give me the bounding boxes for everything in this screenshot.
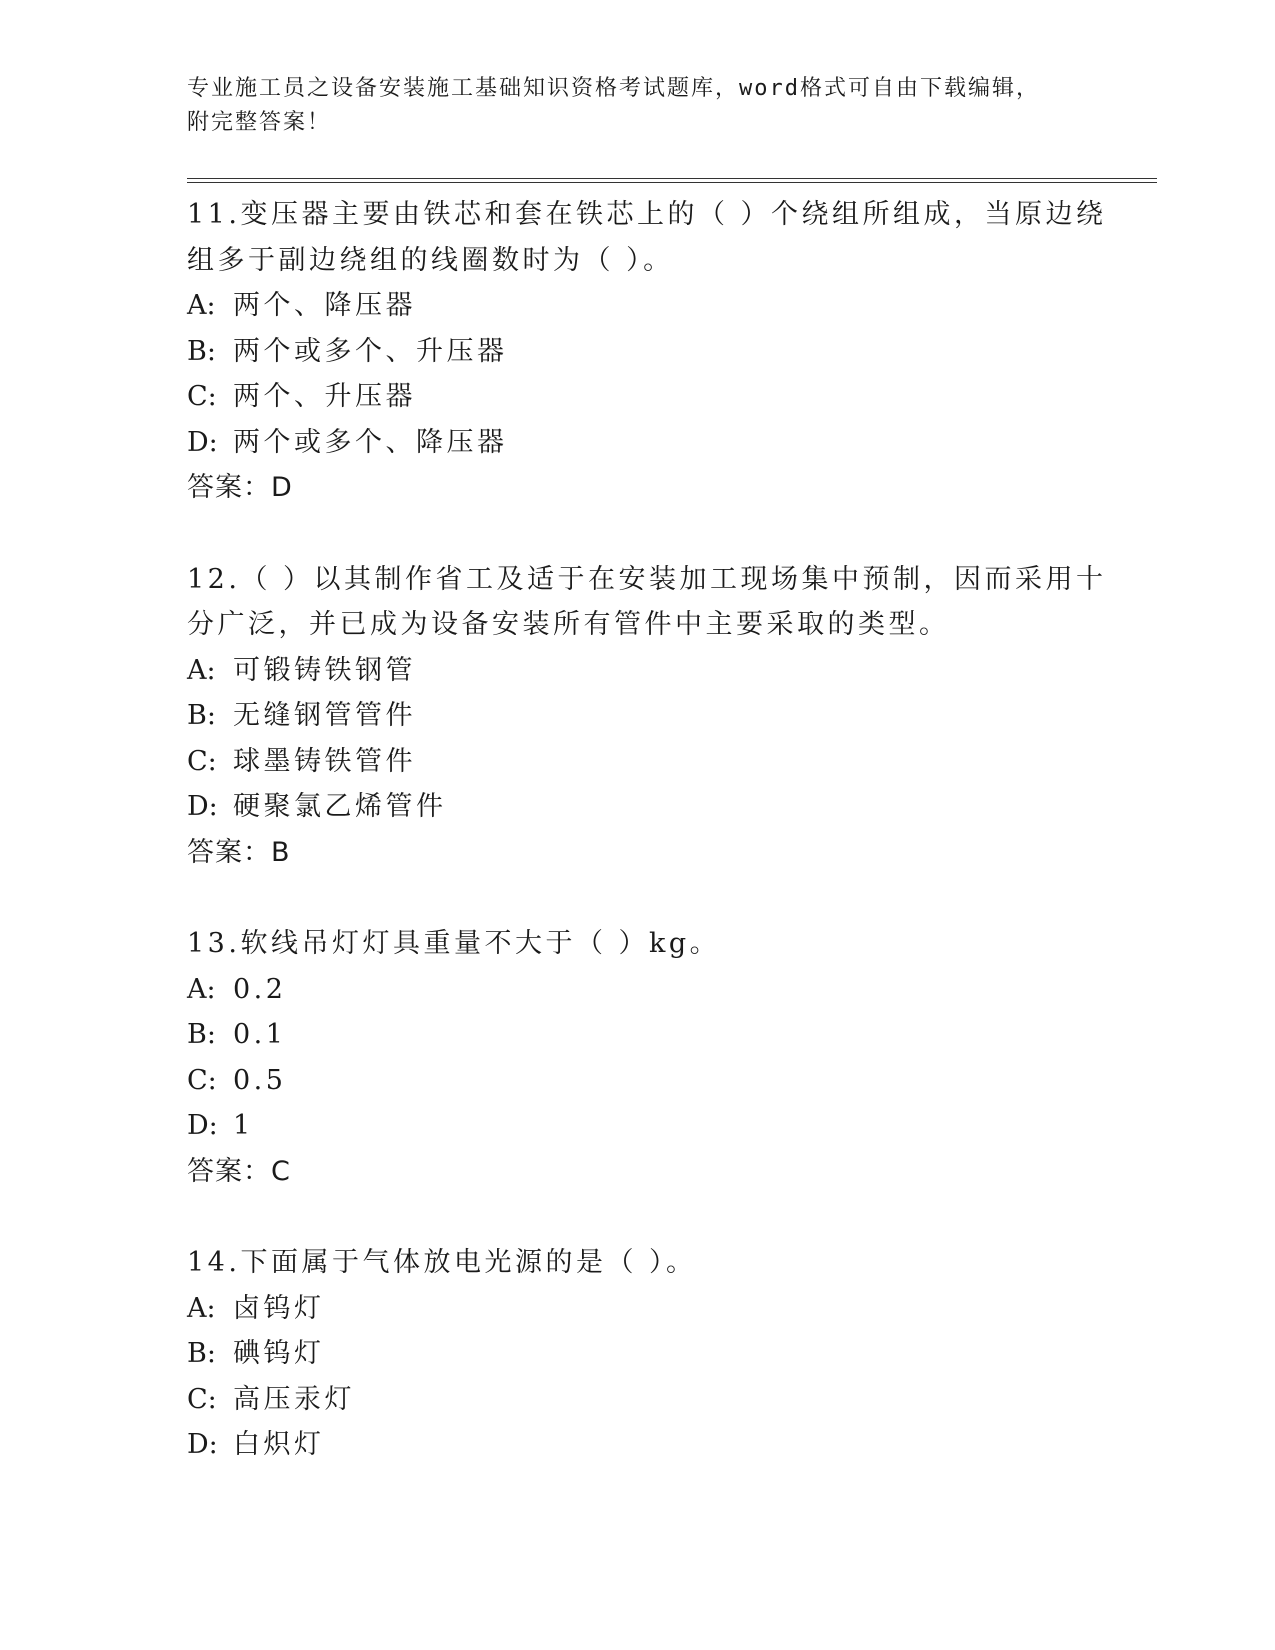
- header-line-2: 附完整答案！: [187, 110, 332, 135]
- question-12: [187, 557, 1107, 876]
- option-key: A:: [187, 1292, 216, 1324]
- option-text: 两个或多个、升压器: [233, 335, 508, 367]
- option-text: 1: [233, 1110, 254, 1141]
- option-c: [187, 374, 1087, 420]
- header-line-1: 专业施工员之设备安装施工基础知识资格考试题库，word格式可自由下载编辑，: [187, 76, 1040, 101]
- option-key: C:: [187, 1064, 217, 1096]
- question-stem: [187, 921, 1087, 967]
- option-key: B:: [187, 700, 216, 731]
- option-d: [187, 420, 1087, 466]
- option-text: 可锻铸铁钢管: [233, 654, 416, 686]
- option-d: [187, 1422, 1087, 1468]
- question-stem-line-1: 12.（ ）以其制作省工及适于在安装加工现场集中预制，因而采用十: [187, 563, 1107, 595]
- question-14: [187, 1240, 1087, 1468]
- option-c: [187, 1377, 1087, 1423]
- question-stem: [187, 557, 1107, 648]
- option-text: 球墨铸铁管件: [233, 745, 416, 777]
- option-key: A:: [187, 290, 216, 321]
- option-key: B:: [187, 1338, 216, 1369]
- header-divider: [187, 178, 1157, 183]
- question-list: [187, 192, 1107, 1514]
- option-b: [187, 1012, 1087, 1058]
- option-text: 0.1: [233, 1019, 287, 1050]
- option-key: C:: [187, 1383, 217, 1415]
- option-key: A:: [187, 654, 216, 686]
- question-stem-line-1: 11.变压器主要由铁芯和套在铁芯上的（ ）个绕组所组成，当原边绕: [187, 199, 1107, 230]
- option-key: C:: [187, 381, 217, 412]
- option-key: D:: [187, 1429, 218, 1460]
- option-key: D:: [187, 791, 218, 822]
- option-text: 卤钨灯: [233, 1292, 325, 1324]
- question-11: [187, 192, 1107, 511]
- option-a: [187, 1286, 1087, 1332]
- question-stem: [187, 1240, 1087, 1286]
- document-page: [187, 0, 1157, 1650]
- question-stem: [187, 192, 1107, 283]
- option-b: [187, 693, 1087, 739]
- option-text: 两个或多个、降压器: [233, 426, 508, 458]
- option-text: 0.2: [233, 973, 287, 1005]
- option-text: 无缝钢管管件: [233, 700, 416, 731]
- option-text: 两个、升压器: [233, 381, 416, 412]
- option-key: B:: [187, 335, 216, 367]
- option-a: [187, 283, 1087, 329]
- option-b: [187, 1331, 1087, 1377]
- answer-label: 答案：C: [187, 1155, 291, 1187]
- option-key: B:: [187, 1019, 216, 1050]
- option-key: D:: [187, 1110, 218, 1141]
- option-key: A:: [187, 973, 216, 1005]
- option-text: 0.5: [233, 1064, 287, 1096]
- option-c: [187, 739, 1087, 785]
- option-text: 碘钨灯: [233, 1338, 325, 1369]
- option-d: [187, 784, 1087, 830]
- option-text: 两个、降压器: [233, 290, 416, 321]
- question-13: [187, 921, 1087, 1194]
- option-a: [187, 967, 1087, 1013]
- option-text: 硬聚氯乙烯管件: [233, 791, 447, 822]
- question-stem-line-1: 14.下面属于气体放电光源的是（ ）。: [187, 1247, 697, 1278]
- answer-label: 答案：B: [187, 836, 291, 868]
- document-header: [187, 72, 1067, 140]
- option-a: [187, 648, 1087, 694]
- option-key: D:: [187, 426, 218, 458]
- option-text: 白炽灯: [233, 1429, 325, 1460]
- option-key: C:: [187, 745, 217, 777]
- answer-label: 答案：D: [187, 472, 293, 503]
- option-d: [187, 1103, 1087, 1149]
- question-stem-line-2: 分广泛，并已成为设备安装所有管件中主要采取的类型。: [187, 609, 950, 640]
- option-b: [187, 329, 1087, 375]
- option-c: [187, 1058, 1087, 1104]
- question-stem-line-2: 组多于副边绕组的线圈数时为（ ）。: [187, 244, 674, 276]
- question-stem-line-1: 13.软线吊灯灯具重量不大于（ ）kg。: [187, 928, 721, 959]
- option-text: 高压汞灯: [233, 1383, 355, 1415]
